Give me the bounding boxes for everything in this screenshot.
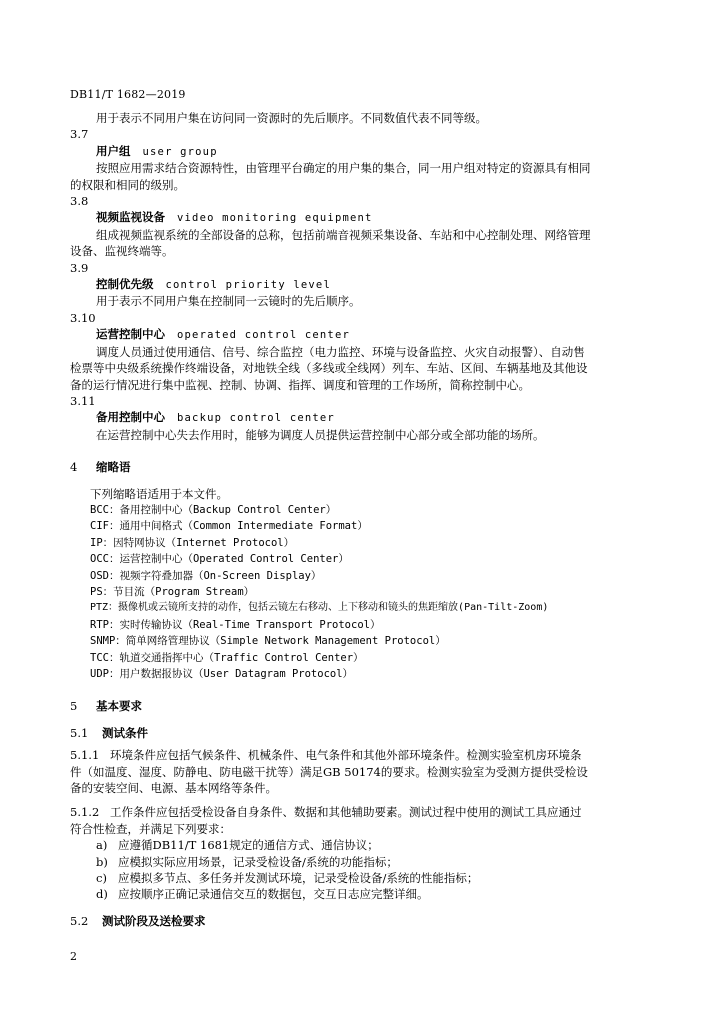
list-item bbox=[70, 870, 645, 886]
subsection-heading-5-1 bbox=[70, 725, 645, 741]
term-zh: 控制优先级 bbox=[96, 277, 154, 292]
term-number: 3.8 bbox=[70, 194, 89, 209]
paragraph-line: 件（如温度、湿度、防静电、防电磁干扰等）满足GB 50174的要求。检测实验室为受测方提供受检设 bbox=[70, 764, 588, 779]
page-number: 2 bbox=[70, 950, 77, 963]
subsection-heading-5-2 bbox=[70, 913, 645, 929]
section-number: 5 bbox=[70, 699, 78, 714]
paragraph-line: 符合性检查，并满足下列要求： bbox=[70, 821, 231, 836]
section-title: 基本要求 bbox=[96, 699, 142, 714]
term-number: 3.10 bbox=[70, 310, 96, 325]
term-desc-line: 的权限和相同的级别。 bbox=[70, 177, 185, 192]
paragraph-line bbox=[70, 747, 645, 763]
list-item-text: 应遵循DB11/T 1681规定的通信方式、通信协议； bbox=[118, 838, 379, 853]
term-title bbox=[70, 276, 645, 293]
document-body bbox=[70, 110, 645, 935]
abbreviation-list bbox=[70, 502, 645, 682]
paragraph-text: 工作条件应包括受检设备自身条件、数据和其他辅助要素。测试过程中使用的测试工具应通过 bbox=[110, 805, 582, 820]
section-heading-5 bbox=[70, 698, 645, 714]
term-desc-line: 备的运行情况进行集中监视、控制、协调、指挥、调度和管理的工作场所，简称控制中心。 bbox=[70, 377, 530, 392]
term-zh: 运营控制中心 bbox=[96, 327, 165, 342]
abbreviation-item: OSD：视频字符叠加器（On-Screen Display） bbox=[90, 569, 322, 582]
term-desc-line: 用于表示不同用户集在控制同一云镜时的先后顺序。 bbox=[96, 294, 361, 309]
paragraph-intro: 用于表示不同用户集在访问同一资源时的先后顺序。不同数值代表不同等级。 bbox=[96, 111, 487, 125]
clause-number: 5.1.1 bbox=[70, 748, 100, 763]
abbreviation-item: IP：因特网协议（Internet Protocol） bbox=[90, 536, 295, 549]
term-desc-line: 组成视频监视系统的全部设备的总称，包括前端音视频采集设备、车站和中心控制处理、网络管理 bbox=[96, 227, 591, 242]
term-desc-line: 检票等中央级系统操作终端设备，对地铁全线（多线或全线网）列车、车站、区间、车辆基地及其他设 bbox=[70, 361, 588, 376]
term-desc-line: 在运营控制中心失去作用时，能够为调度人员提供运营控制中心部分或全部功能的场所。 bbox=[96, 427, 545, 442]
section-number: 4 bbox=[70, 460, 78, 475]
abbreviation-item: OCC：运营控制中心（Operated Control Center） bbox=[90, 553, 349, 566]
subsection-number: 5.2 bbox=[70, 913, 89, 928]
term-en: user group bbox=[142, 145, 218, 158]
term-number: 3.9 bbox=[70, 260, 89, 275]
term-en: backup control center bbox=[177, 412, 335, 425]
term-title bbox=[70, 143, 645, 160]
section-heading-4 bbox=[70, 459, 645, 475]
term-title bbox=[70, 209, 645, 226]
paragraph-text: 环境条件应包括气候条件、机械条件、电气条件和其他外部环境条件。检测实验室机房环境条 bbox=[110, 748, 582, 763]
paragraph-line bbox=[70, 804, 645, 820]
list-item-text: 应模拟多节点、多任务并发测试环境，记录受检设备/系统的性能指标； bbox=[118, 871, 479, 886]
requirement-list bbox=[70, 837, 645, 903]
abbreviation-item: PTZ：摄像机或云镜所支持的动作，包括云镜左右移动、上下移动和镜头的焦距缩放(Pan-Tilt-Zoom) bbox=[90, 602, 549, 614]
list-item bbox=[70, 886, 645, 902]
paragraph-5-1-2 bbox=[70, 804, 645, 837]
term-desc-line: 按照应用需求结合资源特性，由管理平台确定的用户集的集合，同一用户组对特定的资源具有相同 bbox=[96, 161, 591, 176]
list-item-text: 应按顺序正确记录通信交互的数据包，交互日志应完整详细。 bbox=[118, 887, 429, 902]
term-title bbox=[70, 409, 645, 426]
term-zh: 用户组 bbox=[96, 143, 131, 158]
abbreviation-item: SNMP：简单网络管理协议（Simple Network Management Protocol） bbox=[90, 635, 446, 648]
term-entry-3-7 bbox=[70, 126, 645, 193]
term-entry-3-10 bbox=[70, 310, 645, 393]
term-en: video monitoring equipment bbox=[177, 212, 373, 225]
list-item-text: 应模拟实际应用场景，记录受检设备/系统的功能指标； bbox=[118, 854, 398, 869]
subsection-title: 测试阶段及送检要求 bbox=[102, 913, 206, 928]
list-item-label: d) bbox=[96, 887, 108, 902]
spacer bbox=[70, 796, 645, 804]
term-en: control priority level bbox=[165, 279, 331, 292]
clause-number: 5.1.2 bbox=[70, 805, 100, 820]
abbreviation-item: PS：节目流（Program Stream） bbox=[90, 585, 255, 598]
term-entry-3-8 bbox=[70, 193, 645, 260]
abbreviation-item: BCC：备用控制中心（Backup Control Center） bbox=[90, 503, 337, 516]
abbreviation-item: RTP：实时传输协议（Real-Time Transport Protocol） bbox=[90, 618, 381, 631]
list-item bbox=[70, 854, 645, 870]
term-title bbox=[70, 326, 645, 343]
term-entry-3-9 bbox=[70, 260, 645, 310]
paragraph-5-1-1 bbox=[70, 747, 645, 796]
document-code-header: DB11/T 1682—2019 bbox=[70, 88, 186, 101]
term-number: 3.11 bbox=[70, 393, 96, 408]
abbreviation-item: UDP：用户数据报协议（User Datagram Protocol） bbox=[90, 668, 354, 680]
abbreviations-intro: 下列缩略语适用于本文件。 bbox=[90, 486, 228, 501]
list-item bbox=[70, 837, 645, 853]
subsection-title: 测试条件 bbox=[102, 725, 148, 740]
term-en: operated control center bbox=[177, 329, 350, 342]
term-zh: 视频监视设备 bbox=[96, 210, 165, 225]
section-title: 缩略语 bbox=[96, 460, 131, 475]
paragraph-line: 备的安装空间、电源、基本网络等条件。 bbox=[70, 781, 277, 796]
term-desc-line: 调度人员通过使用通信、信号、综合监控（电力监控、环境与设备监控、火灾自动报警）、自动售 bbox=[96, 344, 585, 359]
list-item-label: a) bbox=[96, 838, 108, 853]
list-item-label: c) bbox=[96, 871, 107, 886]
term-desc-line: 设备、监视终端等。 bbox=[70, 244, 174, 259]
term-number: 3.7 bbox=[70, 127, 89, 142]
term-entry-3-11 bbox=[70, 393, 645, 443]
term-zh: 备用控制中心 bbox=[96, 410, 165, 425]
abbreviation-item: TCC：轨道交通指挥中心（Traffic Control Center） bbox=[90, 651, 364, 664]
list-item-label: b) bbox=[96, 854, 108, 869]
abbreviation-item: CIF：通用中间格式（Common Intermediate Format） bbox=[90, 520, 368, 533]
subsection-number: 5.1 bbox=[70, 725, 89, 740]
